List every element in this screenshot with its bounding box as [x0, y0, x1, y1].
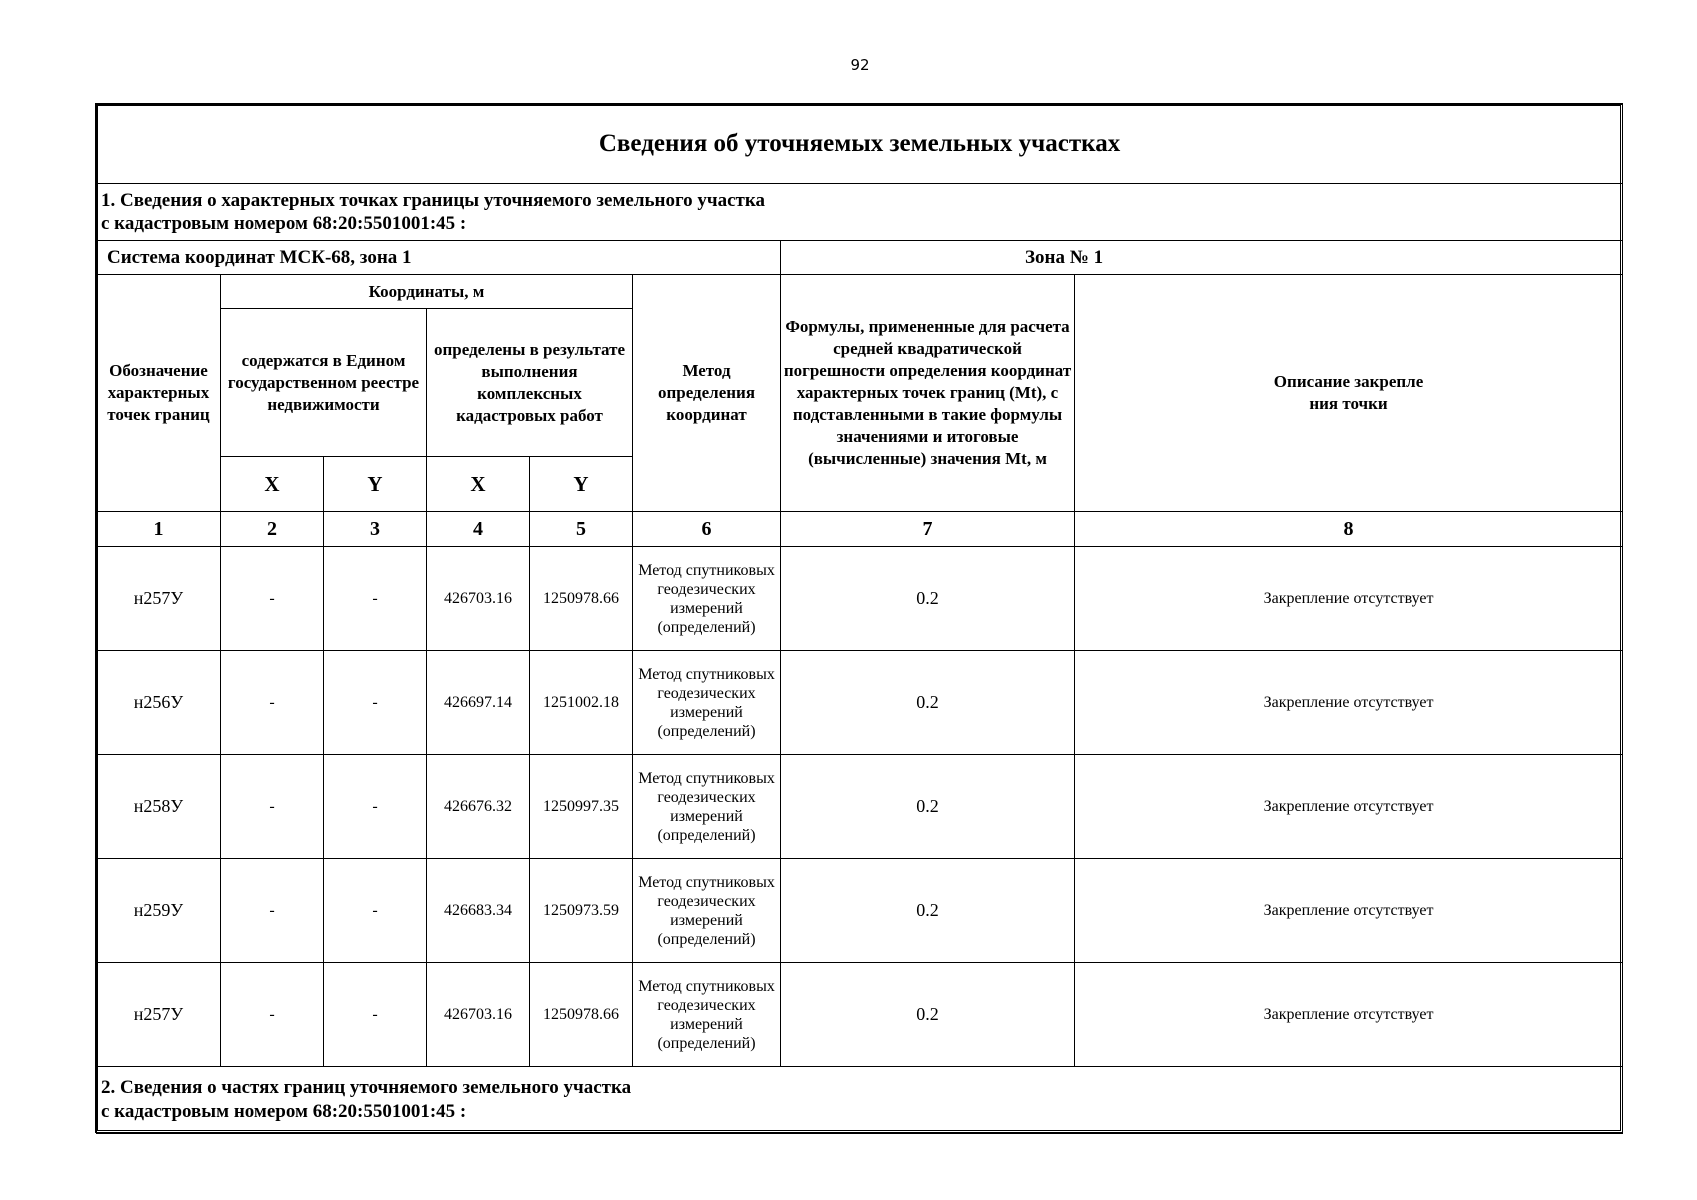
y-egrn: - — [324, 547, 427, 651]
section2-heading — [97, 1067, 1623, 1134]
x-egrn: - — [221, 651, 324, 755]
column-number-8: 8 — [1075, 512, 1623, 547]
header-coordinates: Координаты, м — [221, 275, 633, 309]
column-number-4: 4 — [427, 512, 530, 547]
table-row — [97, 755, 1623, 859]
zone-label — [781, 241, 1623, 275]
page-number: 92 — [850, 56, 870, 74]
method: Метод спутниковых геодезических измерений (определений) — [633, 651, 781, 755]
mt-value: 0.2 — [781, 651, 1075, 755]
table-row — [97, 651, 1623, 755]
header-description-line2: ния точки — [1309, 394, 1388, 413]
description: Закрепление отсутствует — [1075, 651, 1623, 755]
section2-line2: с кадастровым номером 68:20:5501001:45 : — [101, 1101, 467, 1122]
y-egrn: - — [324, 963, 427, 1067]
x-coord: 426703.16 — [427, 547, 530, 651]
x-egrn: - — [221, 963, 324, 1067]
x-coord: 426697.14 — [427, 651, 530, 755]
y-coord: 1250978.66 — [530, 963, 633, 1067]
point-id: н259У — [97, 859, 221, 963]
description: Закрепление отсутствует — [1075, 755, 1623, 859]
y-egrn: - — [324, 651, 427, 755]
description: Закрепление отсутствует — [1075, 963, 1623, 1067]
method: Метод спутниковых геодезических измерений (определений) — [633, 755, 781, 859]
column-number-3: 3 — [324, 512, 427, 547]
y-egrn: - — [324, 755, 427, 859]
mt-value: 0.2 — [781, 859, 1075, 963]
y-coord: 1250997.35 — [530, 755, 633, 859]
header-formulas: Формулы, примененные для расчета средней квадратической погрешности определения координат характерных точек границ (Mt), с подставленными в такие формулы значениями и итоговые (вычисленные) значения Mt, м — [781, 275, 1075, 512]
mt-value: 0.2 — [781, 755, 1075, 859]
point-id: н257У — [97, 963, 221, 1067]
header-y-determined: Y — [530, 457, 633, 512]
header-point-designation: Обозначение характерных точек границ — [97, 275, 221, 512]
point-id: н258У — [97, 755, 221, 859]
table-row — [97, 963, 1623, 1067]
mt-value: 0.2 — [781, 547, 1075, 651]
method: Метод спутниковых геодезических измерений (определений) — [633, 859, 781, 963]
y-egrn: - — [324, 859, 427, 963]
y-coord: 1251002.18 — [530, 651, 633, 755]
section1-line1: 1. Сведения о характерных точках границы уточняемого земельного участка — [101, 190, 766, 211]
table-row — [97, 859, 1623, 963]
y-coord: 1250978.66 — [530, 547, 633, 651]
x-egrn: - — [221, 755, 324, 859]
point-id: н257У — [97, 547, 221, 651]
method: Метод спутниковых геодезических измерений (определений) — [633, 963, 781, 1067]
header-x-egrn: X — [221, 457, 324, 512]
column-number-7: 7 — [781, 512, 1075, 547]
parcel-table — [96, 104, 1623, 1134]
column-number-1: 1 — [97, 512, 221, 547]
x-egrn: - — [221, 859, 324, 963]
description: Закрепление отсутствует — [1075, 859, 1623, 963]
y-coord: 1250973.59 — [530, 859, 633, 963]
section2-line1: 2. Сведения о частях границ уточняемого земельного участка — [101, 1077, 632, 1098]
column-number-6: 6 — [633, 512, 781, 547]
section1-line2: с кадастровым номером 68:20:5501001:45 : — [101, 213, 467, 234]
mt-value: 0.2 — [781, 963, 1075, 1067]
header-determined: определены в результате выполнения комплексных кадастровых работ — [427, 309, 633, 457]
point-id: н256У — [97, 651, 221, 755]
table-row — [97, 547, 1623, 651]
column-number-2: 2 — [221, 512, 324, 547]
x-coord: 426676.32 — [427, 755, 530, 859]
method: Метод спутниковых геодезических измерений (определений) — [633, 547, 781, 651]
zone-text: Зона № 1 — [1025, 246, 1104, 268]
header-description — [1075, 275, 1623, 512]
section1-heading — [97, 184, 1623, 241]
header-x-determined: X — [427, 457, 530, 512]
document-title: Сведения об уточняемых земельных участках — [97, 105, 1623, 184]
x-egrn: - — [221, 547, 324, 651]
description: Закрепление отсутствует — [1075, 547, 1623, 651]
x-coord: 426683.34 — [427, 859, 530, 963]
header-description-line1: Описание закрепле — [1273, 372, 1424, 391]
header-method: Метод определения координат — [633, 275, 781, 512]
x-coord: 426703.16 — [427, 963, 530, 1067]
header-in-egrn: содержатся в Едином государственном реестре недвижимости — [221, 309, 427, 457]
column-number-5: 5 — [530, 512, 633, 547]
header-y-egrn: Y — [324, 457, 427, 512]
coord-system: Система координат МСК-68, зона 1 — [97, 241, 781, 275]
